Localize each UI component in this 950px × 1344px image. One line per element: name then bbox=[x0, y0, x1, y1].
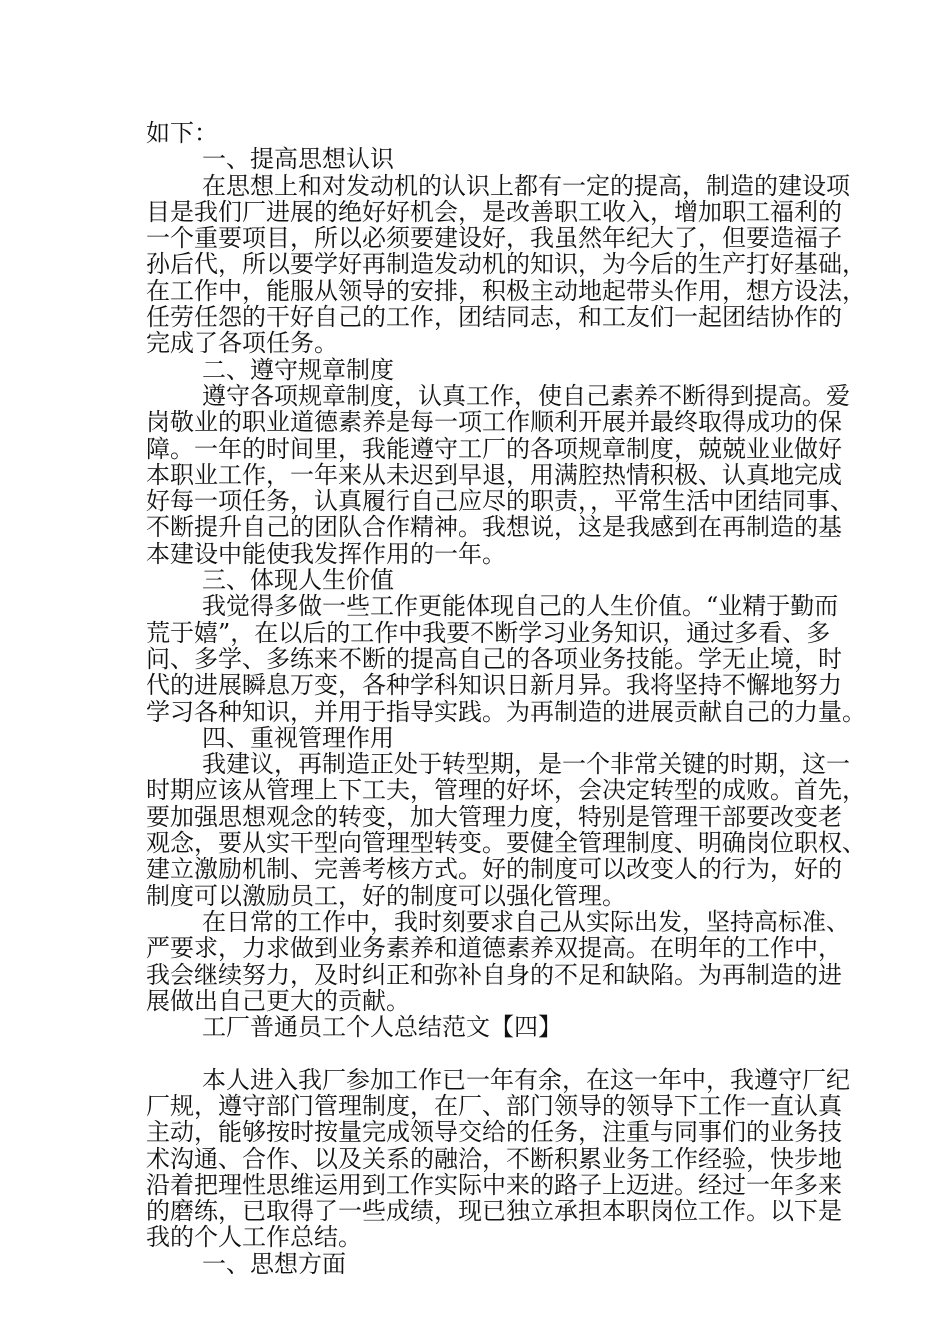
paragraph-line: 荒于嬉”，在以后的工作中我要不断学习业务知识，通过多看、多 bbox=[146, 618, 831, 647]
paragraph-line: 观念，要从实干型向管理型转变。要健全管理制度、明确岗位职权、 bbox=[146, 829, 866, 858]
paragraph-line: 任劳任怨的干好自己的工作，团结同志，和工友们一起团结协作的 bbox=[146, 303, 842, 332]
paragraph-line: 本建设中能使我发挥作用的一年。 bbox=[146, 539, 506, 568]
paragraph-line: 完成了各项任务。 bbox=[146, 329, 338, 358]
paragraph-line: 主动，能够按时按量完成领导交给的任务，注重与同事们的业务技 bbox=[146, 1118, 842, 1147]
blank-line bbox=[146, 1040, 822, 1066]
paragraph-line: 好每一项任务，认真履行自己应尽的职责，，平常生活中团结同事、 bbox=[146, 487, 854, 516]
paragraph-line: 建立激励机制、完善考核方式。好的制度可以改变人的行为，好的 bbox=[146, 855, 842, 884]
paragraph-line: 岗敬业的职业道德素养是每一项工作顺利开展并最终取得成功的保 bbox=[146, 408, 842, 437]
paragraph-line: 要加强思想观念的转变，加大管理力度，特别是管理干部要改变老 bbox=[146, 802, 842, 831]
paragraph-line: 厂规，遵守部门管理制度，在厂、部门领导的领导下工作一直认真 bbox=[146, 1091, 842, 1120]
paragraph-line: 代的进展瞬息万变，各种学科知识日新月异。我将坚持不懈地努力 bbox=[146, 671, 842, 700]
paragraph-line: 的磨练，已取得了一些成绩，现已独立承担本职岗位工作。以下是 bbox=[146, 1197, 842, 1226]
section-heading: 一、思想方面 bbox=[202, 1249, 346, 1278]
document-body bbox=[146, 119, 866, 1278]
text-line: 如下： bbox=[146, 119, 218, 147]
paragraph-line: 孙后代，所以要学好再制造发动机的知识，为今后的生产打好基础， bbox=[146, 250, 866, 279]
section-heading: 三、体现人生价值 bbox=[202, 566, 394, 595]
paragraph-line: 我觉得多做一些工作更能体现自己的人生价值。“业精于勤而 bbox=[202, 592, 839, 621]
paragraph-line: 学习各种知识，并用于指导实践。为再制造的进展贡献自己的力量。 bbox=[146, 697, 866, 726]
paragraph-line: 我会继续努力，及时纠正和弥补自身的不足和缺陷。为再制造的进 bbox=[146, 960, 842, 989]
paragraph-line: 本职业工作，一年来从未迟到早退，用满腔热情积极、认真地完成 bbox=[146, 460, 842, 489]
paragraph-line: 遵守各项规章制度，认真工作，使自己素养不断得到提高。爱 bbox=[202, 381, 850, 410]
paragraph-line: 制度可以激励员工，好的制度可以强化管理。 bbox=[146, 881, 626, 910]
paragraph-line: 我的个人工作总结。 bbox=[146, 1223, 362, 1252]
article-title: 工厂普通员工个人总结范文【四】 bbox=[202, 1013, 562, 1042]
paragraph-line: 本人进入我厂参加工作已一年有余，在这一年中，我遵守厂纪 bbox=[202, 1065, 850, 1094]
section-heading: 四、重视管理作用 bbox=[202, 723, 394, 752]
paragraph-line: 在日常的工作中，我时刻要求自己从实际出发，坚持高标准、 bbox=[202, 907, 850, 936]
paragraph-line: 在思想上和对发动机的认识上都有一定的提高，制造的建设项 bbox=[202, 171, 850, 200]
paragraph-line: 展做出自己更大的贡献。 bbox=[146, 986, 410, 1015]
paragraph-line: 不断提升自己的团队合作精神。我想说，这是我感到在再制造的基 bbox=[146, 513, 842, 542]
paragraph-line: 在工作中，能服从领导的安排，积极主动地起带头作用，想方设法， bbox=[146, 276, 866, 305]
section-heading: 一、提高思想认识 bbox=[202, 145, 394, 174]
paragraph-line: 我建议，再制造正处于转型期，是一个非常关键的时期，这一 bbox=[202, 750, 850, 779]
paragraph-line: 术沟通、合作、以及关系的融洽，不断积累业务工作经验，快步地 bbox=[146, 1144, 842, 1173]
paragraph-line: 障。一年的时间里，我能遵守工厂的各项规章制度，兢兢业业做好 bbox=[146, 434, 842, 463]
section-heading: 二、遵守规章制度 bbox=[202, 355, 394, 384]
paragraph-line: 目是我们厂进展的绝好好机会，是改善职工收入，增加职工福利的 bbox=[146, 197, 842, 226]
paragraph-line: 问、多学、多练来不断的提高自己的各项业务技能。学无止境，时 bbox=[146, 644, 842, 673]
paragraph-line: 一个重要项目，所以必须要建设好，我虽然年纪大了，但要造福子 bbox=[146, 224, 842, 253]
paragraph-line: 严要求，力求做到业务素养和道德素养双提高。在明年的工作中， bbox=[146, 934, 842, 963]
paragraph-line: 沿着把理性思维运用到工作实际中来的路子上迈进。经过一年多来 bbox=[146, 1170, 842, 1199]
paragraph-line: 时期应该从管理上下工夫，管理的好坏，会决定转型的成败。首先， bbox=[146, 776, 866, 805]
